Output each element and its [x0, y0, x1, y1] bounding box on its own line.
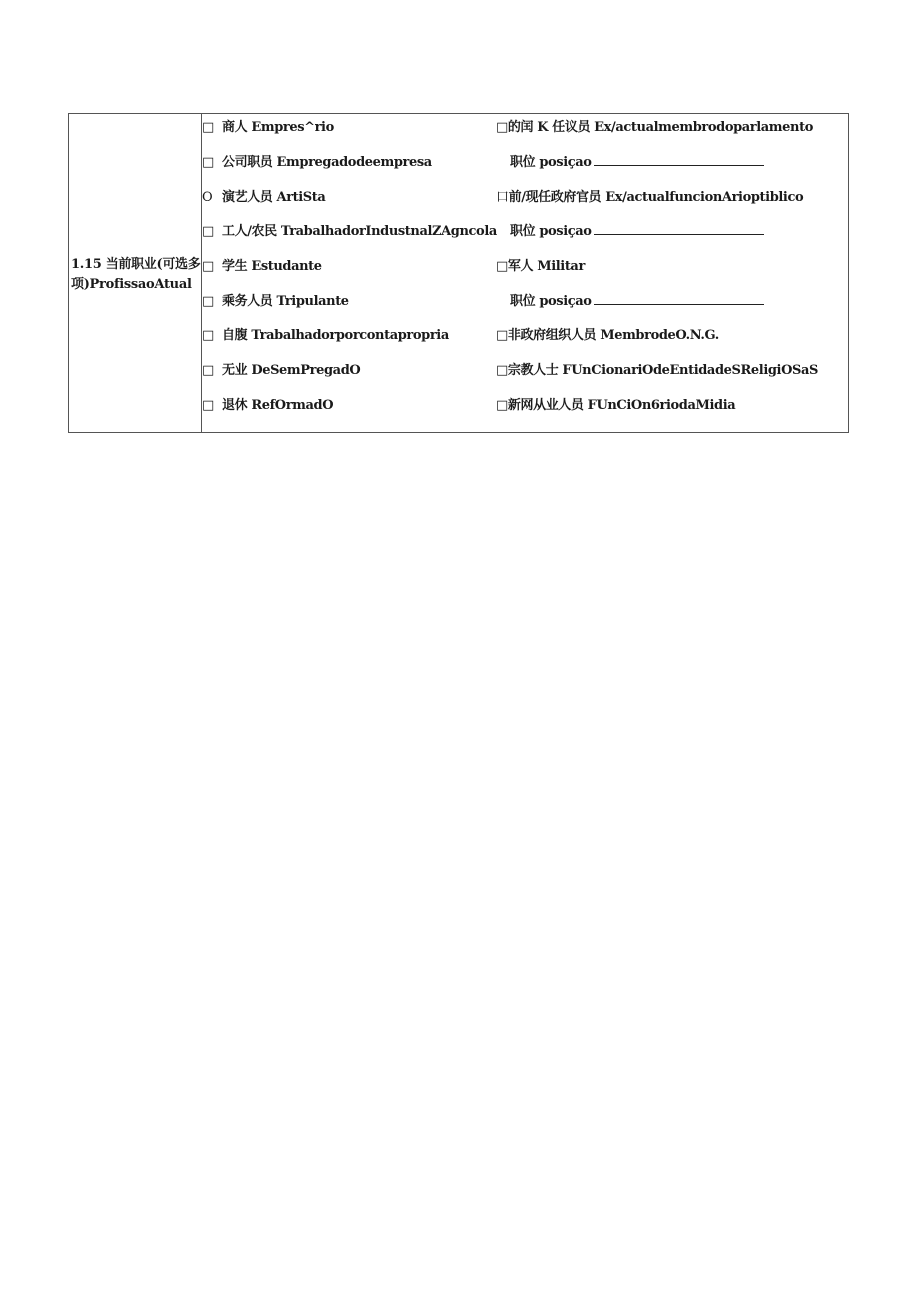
option-label: 新网从业人员 FUnCiOn6riodaMidia: [507, 398, 736, 413]
option-right[interactable]: [496, 292, 764, 312]
option-left[interactable]: [202, 153, 432, 173]
option-left[interactable]: [202, 396, 333, 416]
checkbox[interactable]: □: [202, 363, 214, 378]
option-label: 的闰 K 任议员 Ex/actualmembrodoparlamento: [507, 120, 813, 135]
option-row: [202, 396, 849, 416]
position-input-line[interactable]: [594, 292, 764, 305]
position-input-line[interactable]: [594, 153, 764, 166]
option-row: [202, 326, 849, 346]
option-right[interactable]: [496, 153, 764, 173]
checkbox[interactable]: □: [202, 294, 214, 309]
checkbox[interactable]: □: [202, 398, 214, 413]
option-label: 无业 DeSemPregadO: [222, 363, 361, 378]
checkbox[interactable]: □: [202, 120, 214, 135]
option-row: [202, 153, 849, 173]
checkbox[interactable]: □: [496, 120, 508, 135]
option-left[interactable]: [202, 292, 349, 312]
option-right[interactable]: [496, 222, 764, 242]
position-label: 职位 posiçao: [510, 224, 592, 239]
checkbox[interactable]: □: [496, 259, 508, 274]
option-right[interactable]: [496, 361, 818, 381]
option-label: 前/现任政府官员 Ex/actualfuncionArioptiblico: [508, 190, 804, 205]
option-right[interactable]: [496, 326, 719, 346]
checkbox[interactable]: □: [496, 328, 508, 343]
checkbox[interactable]: □: [496, 363, 508, 378]
option-right[interactable]: [496, 118, 813, 138]
option-row: [202, 222, 849, 242]
option-label: 乘务人员 Tripulante: [222, 294, 349, 309]
checkbox[interactable]: □: [202, 328, 214, 343]
option-label: 工人/农民 TrabalhadorIndustnalZAgncola: [222, 224, 497, 239]
option-row: [202, 361, 849, 381]
option-right[interactable]: [496, 188, 803, 208]
option-right[interactable]: [496, 257, 585, 277]
option-left[interactable]: [202, 361, 360, 381]
option-label: 宗教人士 FUnCionariOdeEntidadeSReligiOSaS: [507, 363, 819, 378]
option-label: 公司职员 Empregadodeempresa: [222, 155, 432, 170]
field-label-cell: [69, 114, 202, 432]
option-row: [202, 257, 849, 277]
option-left[interactable]: [202, 222, 497, 242]
option-label: 非政府组织人员 MembrodeO.N.G.: [507, 328, 719, 343]
checkbox[interactable]: 口: [496, 190, 509, 205]
option-left[interactable]: [202, 118, 334, 138]
checkbox[interactable]: O: [202, 190, 213, 205]
option-right[interactable]: [496, 396, 735, 416]
option-label: 退休 RefOrmadO: [222, 398, 334, 413]
option-left[interactable]: [202, 326, 449, 346]
option-label: 演艺人员 ArtiSta: [222, 190, 326, 205]
option-row: [202, 188, 849, 208]
position-input-line[interactable]: [594, 222, 764, 235]
option-label: 军人 Militar: [507, 259, 585, 274]
position-label: 职位 posiçao: [510, 294, 592, 309]
option-label: 自腹 Trabalhadorporcontapropria: [222, 328, 449, 343]
field-label: 1.15 当前职业(可选多项)ProfissaoAtual: [71, 257, 201, 292]
option-label: 商人 Empres^rio: [222, 120, 334, 135]
checkbox[interactable]: □: [202, 155, 214, 170]
checkbox[interactable]: □: [202, 259, 214, 274]
option-label: 学生 Estudante: [222, 259, 322, 274]
checkbox[interactable]: □: [496, 398, 508, 413]
option-left[interactable]: [202, 257, 322, 277]
option-row: [202, 118, 849, 138]
checkbox[interactable]: □: [202, 224, 214, 239]
option-row: [202, 292, 849, 312]
position-label: 职位 posiçao: [510, 155, 592, 170]
option-left[interactable]: [202, 188, 325, 208]
occupation-form-table: [68, 113, 849, 433]
